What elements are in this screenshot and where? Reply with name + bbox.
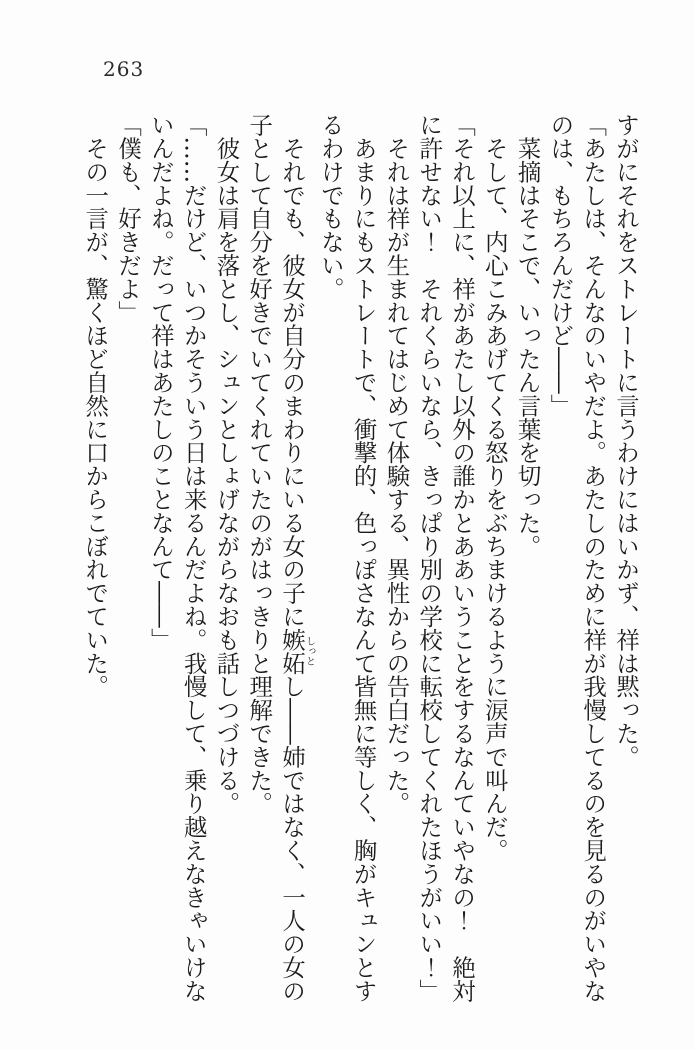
paragraph-2: 「あたしは、そんなのいやだよ。あたしのために祥が我慢してるのを見るのがいやなのは、もちろんだけど――」 [546, 113, 608, 1003]
paragraph-5: 「それ以上に、祥があたし以外の誰かとああいうことをするなんていやなの！ 絶対に許せない！ それくらいなら、きっぱり別の学校に転校してくれたほうがいい！」 [415, 113, 477, 1003]
paragraph-12: その一言が、驚くほど自然に口からこぼれでていた。 [81, 136, 110, 699]
paragraph-6: それは祥が生まれてはじめて体験する、異性からの告白だった。 [382, 136, 411, 816]
paragraph-3: 菜摘はそこで、いったん言葉を切った。 [513, 136, 542, 558]
paragraph-4: そして、内心こみあげてくる怒りをぶちまけるように涙声で叫んだ。 [480, 136, 509, 862]
vertical-text-block [78, 113, 642, 1010]
paragraph-9: 彼女は肩を落とし、シュンとしょげながらなおも話しつづける。 [212, 136, 241, 816]
paragraph-8: それでも、彼女が自分のまわりにいる女の子に嫉妬しっとし――姉ではなく、一人の女の子として自分を好きでいてくれていたのがはっきりと理解できた。 [245, 113, 315, 1003]
paragraph-11: 「僕も、好きだよ」 [114, 113, 143, 324]
page-number: 263 [103, 57, 145, 81]
paragraph-1: すがにそれをストレートに言うわけにはいかず、祥は黙った。 [612, 113, 640, 769]
paragraph-7: あまりにもストレートで、衝撃的、色っぽさなんて皆無に等しく、胸がキュンとするわけでもない。 [316, 113, 378, 1003]
ruby-annotated-word: 嫉妬しっと [278, 627, 315, 675]
paragraph-10: 「……だけど、いつかそういう日は来るんだよね。我慢して、乗り越えなきゃいけないんだよね。だって祥はあたしのことなんて――」 [146, 113, 208, 1003]
